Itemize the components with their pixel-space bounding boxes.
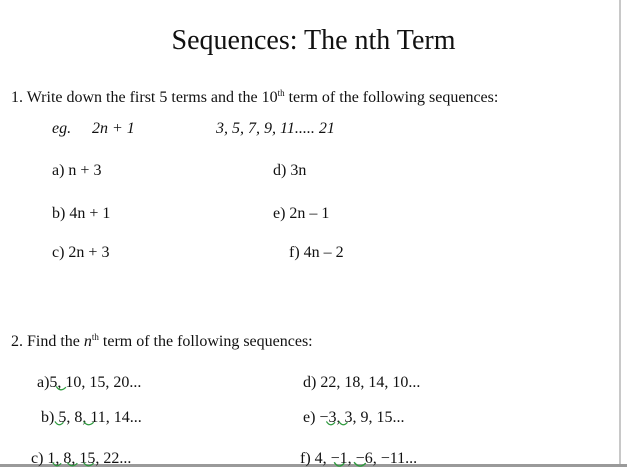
q2-item-e [303,410,404,426]
q2-item-e-text: e) −3, 3, 9, 15... [303,409,405,426]
question-1-sup: th [277,88,285,98]
question-2-heading [11,334,313,350]
q2-item-f-text: f) 4, −1, −6, −11... [300,450,418,467]
question-2-text-a: Find the [27,333,80,350]
q1-item-d: d) 3n [273,162,307,179]
q2-item-c-text: c) 1, 8, 15, 22... [31,450,132,467]
question-2-n: n [83,333,92,350]
q2-item-a-text: a)5, 10, 15, 20... [37,374,142,391]
q2-item-b-text: b) 5, 8, 11, 14... [41,409,142,426]
question-1-number: 1. [11,89,23,106]
example-expression: 2n + 1 [92,120,135,137]
example-label: eg. [52,120,72,137]
question-2-sup: th [91,332,99,342]
q1-item-f: f) 4n – 2 [289,244,344,261]
question-2-number: 2. [11,333,23,350]
q1-item-c: c) 2n + 3 [52,244,110,261]
q2-item-b [41,410,142,426]
q2-item-a [37,375,141,391]
question-1-text-b: term of the following sequences: [288,89,499,106]
q2-item-c [31,451,131,467]
q2-item-d: d) 22, 18, 14, 10... [303,374,421,391]
q2-item-f [300,451,417,467]
question-1-text-a: Write down the first 5 terms and the 10 [26,89,278,106]
page-right-edge [619,0,621,466]
question-2-text-b: term of the following sequences: [102,333,313,350]
page-title: Sequences: The nth Term [171,25,456,56]
q1-item-b: b) 4n + 1 [52,205,111,222]
example-terms: 3, 5, 7, 9, 11..... 21 [216,120,335,137]
question-1-heading [11,90,498,106]
q1-item-a: a) n + 3 [52,162,102,179]
q1-item-e: e) 2n – 1 [273,205,330,222]
